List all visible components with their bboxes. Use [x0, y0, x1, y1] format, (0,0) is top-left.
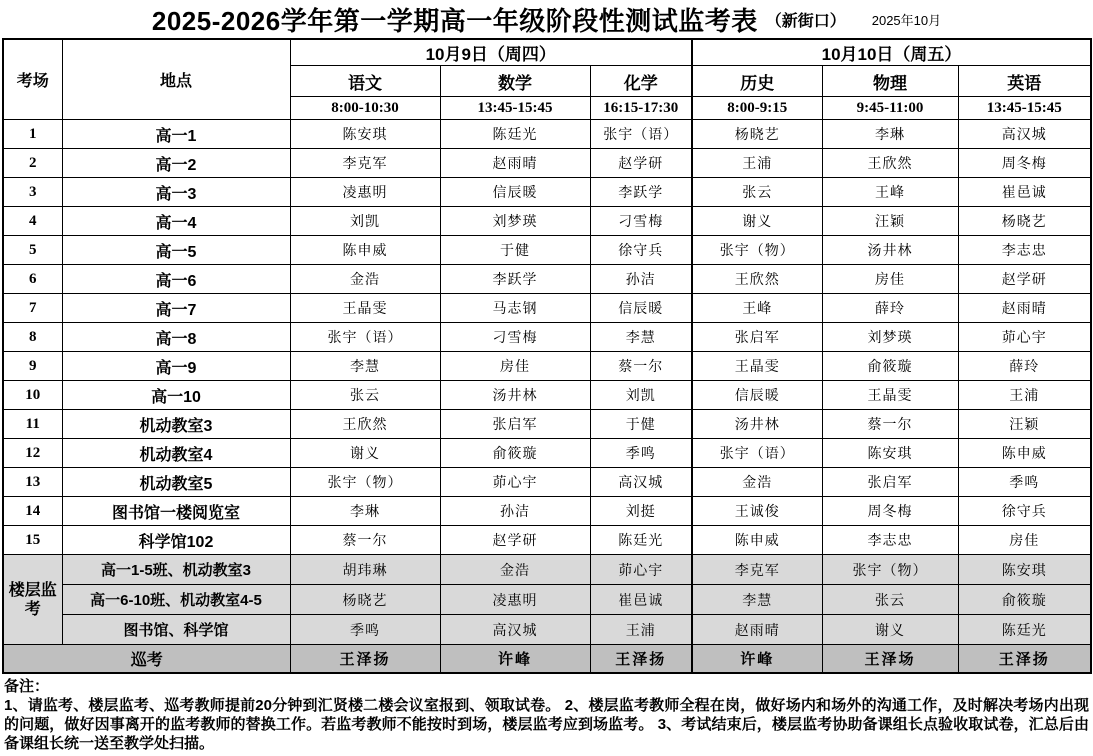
location-cell: 高一1	[62, 120, 290, 149]
teacher-cell: 谢义	[692, 207, 822, 236]
exam-row	[3, 526, 1091, 555]
exam-row	[3, 352, 1091, 381]
subject-header: 数学	[440, 66, 590, 97]
room-column-header: 考场	[3, 39, 62, 120]
teacher-cell: 王诚俊	[692, 497, 822, 526]
room-number-cell: 7	[3, 294, 62, 323]
subject-time: 16:15-17:30	[590, 97, 692, 120]
teacher-cell: 信辰暖	[440, 178, 590, 207]
location-cell: 高一6	[62, 265, 290, 294]
room-number-cell: 5	[3, 236, 62, 265]
subject-time: 8:00-10:30	[290, 97, 440, 120]
location-cell: 高一2	[62, 149, 290, 178]
teacher-cell: 王晶雯	[290, 294, 440, 323]
teacher-cell: 周冬梅	[958, 149, 1091, 178]
room-number-cell: 15	[3, 526, 62, 555]
room-number-cell: 10	[3, 381, 62, 410]
subject-time: 13:45-15:45	[440, 97, 590, 120]
patrol-row	[3, 645, 1091, 673]
teacher-cell: 杨晓艺	[692, 120, 822, 149]
teacher-cell: 孙洁	[590, 265, 692, 294]
exam-rows	[3, 120, 1091, 555]
subject-header: 英语	[958, 66, 1091, 97]
patrol-teacher-cell: 王泽扬	[290, 645, 440, 673]
teacher-cell: 李克军	[290, 149, 440, 178]
floor-row	[3, 555, 1091, 585]
teacher-cell: 马志钢	[440, 294, 590, 323]
teacher-cell: 杨晓艺	[958, 207, 1091, 236]
location-cell: 高一7	[62, 294, 290, 323]
teacher-cell: 张宇（语）	[590, 120, 692, 149]
teacher-cell: 李跃学	[590, 178, 692, 207]
day2-header: 10月10日（周五）	[692, 39, 1091, 66]
teacher-cell: 汤井林	[440, 381, 590, 410]
room-number-cell: 13	[3, 468, 62, 497]
teacher-cell: 于健	[590, 410, 692, 439]
teacher-cell: 李慧	[590, 323, 692, 352]
teacher-cell: 金浩	[692, 468, 822, 497]
teacher-cell: 赵雨晴	[440, 149, 590, 178]
location-cell: 机动教室5	[62, 468, 290, 497]
subject-header: 物理	[822, 66, 958, 97]
page-title	[0, 0, 1093, 38]
exam-row	[3, 497, 1091, 526]
teacher-cell: 季鸣	[958, 468, 1091, 497]
floor-teacher-cell: 高汉城	[440, 615, 590, 645]
room-number-cell: 2	[3, 149, 62, 178]
teacher-cell: 王晶雯	[692, 352, 822, 381]
teacher-cell: 俞筱璇	[822, 352, 958, 381]
teacher-cell: 张云	[290, 381, 440, 410]
patrol-teacher-cell: 许峰	[692, 645, 822, 673]
teacher-cell: 陈安琪	[290, 120, 440, 149]
teacher-cell: 张启军	[440, 410, 590, 439]
floor-teacher-cell: 金浩	[440, 555, 590, 585]
floor-teacher-cell: 王浦	[590, 615, 692, 645]
floor-teacher-cell: 俞筱璇	[958, 585, 1091, 615]
subject-time: 13:45-15:45	[958, 97, 1091, 120]
subject-time: 8:00-9:15	[692, 97, 822, 120]
teacher-cell: 俞筱璇	[440, 439, 590, 468]
teacher-cell: 王晶雯	[822, 381, 958, 410]
teacher-cell: 茆心宇	[440, 468, 590, 497]
subject-time: 9:45-11:00	[822, 97, 958, 120]
location-cell: 高一10	[62, 381, 290, 410]
teacher-cell: 陈申威	[958, 439, 1091, 468]
floor-teacher-cell: 李克军	[692, 555, 822, 585]
teacher-cell: 徐守兵	[958, 497, 1091, 526]
teacher-cell: 李跃学	[440, 265, 590, 294]
teacher-cell: 谢义	[290, 439, 440, 468]
teacher-cell: 汪颖	[958, 410, 1091, 439]
exam-row	[3, 178, 1091, 207]
exam-row	[3, 439, 1091, 468]
teacher-cell: 王浦	[958, 381, 1091, 410]
floor-location-cell: 图书馆、科学馆	[62, 615, 290, 645]
teacher-cell: 薛玲	[958, 352, 1091, 381]
teacher-cell: 王欣然	[822, 149, 958, 178]
teacher-cell: 赵学研	[958, 265, 1091, 294]
patrol-teacher-cell: 王泽扬	[958, 645, 1091, 673]
teacher-cell: 陈廷光	[440, 120, 590, 149]
location-cell: 机动教室3	[62, 410, 290, 439]
location-cell: 高一4	[62, 207, 290, 236]
teacher-cell: 刁雪梅	[440, 323, 590, 352]
title-main: 2025-2026学年第一学期高一年级阶段性测试监考表	[151, 5, 758, 36]
location-cell: 高一3	[62, 178, 290, 207]
teacher-cell: 陈廷光	[590, 526, 692, 555]
location-cell: 高一8	[62, 323, 290, 352]
teacher-cell: 汤井林	[692, 410, 822, 439]
floor-teacher-cell: 张云	[822, 585, 958, 615]
patrol-teacher-cell: 王泽场	[822, 645, 958, 673]
teacher-cell: 张宇（语）	[290, 323, 440, 352]
notes-section	[0, 674, 1093, 753]
teacher-cell: 汪颖	[822, 207, 958, 236]
teacher-cell: 高汉城	[958, 120, 1091, 149]
title-date: 2025年10月	[871, 12, 942, 28]
floor-location-cell: 高一1-5班、机动教室3	[62, 555, 290, 585]
floor-teacher-cell: 张宇（物）	[822, 555, 958, 585]
teacher-cell: 信辰暖	[692, 381, 822, 410]
teacher-cell: 赵学研	[590, 149, 692, 178]
room-number-cell: 11	[3, 410, 62, 439]
invigilation-table	[2, 38, 1092, 674]
floor-teacher-cell: 茆心宇	[590, 555, 692, 585]
teacher-cell: 茆心宇	[958, 323, 1091, 352]
teacher-cell: 陈申威	[692, 526, 822, 555]
teacher-cell: 王峰	[822, 178, 958, 207]
patrol-label: 巡考	[3, 645, 290, 673]
notes-label: 备注：	[4, 677, 50, 695]
floor-teacher-cell: 胡玮琳	[290, 555, 440, 585]
floor-invigilation-rows	[3, 555, 1091, 645]
exam-row	[3, 468, 1091, 497]
teacher-cell: 高汉城	[590, 468, 692, 497]
floor-row	[3, 585, 1091, 615]
teacher-cell: 薛玲	[822, 294, 958, 323]
floor-invigilation-label: 楼层监考	[3, 555, 62, 645]
teacher-cell: 陈申威	[290, 236, 440, 265]
location-cell: 图书馆一楼阅览室	[62, 497, 290, 526]
exam-row	[3, 381, 1091, 410]
exam-row	[3, 149, 1091, 178]
teacher-cell: 王峰	[692, 294, 822, 323]
room-number-cell: 14	[3, 497, 62, 526]
teacher-cell: 张宇（语）	[692, 439, 822, 468]
teacher-cell: 房佳	[822, 265, 958, 294]
teacher-cell: 蔡一尔	[290, 526, 440, 555]
title-campus: （新街口）	[765, 12, 846, 30]
teacher-cell: 王浦	[692, 149, 822, 178]
subject-header: 语文	[290, 66, 440, 97]
teacher-cell: 季鸣	[590, 439, 692, 468]
teacher-cell: 蔡一尔	[822, 410, 958, 439]
patrol-row-section	[3, 645, 1091, 673]
day1-header: 10月9日（周四）	[290, 39, 692, 66]
floor-teacher-cell: 赵雨晴	[692, 615, 822, 645]
teacher-cell: 蔡一尔	[590, 352, 692, 381]
room-number-cell: 4	[3, 207, 62, 236]
teacher-cell: 李志忠	[958, 236, 1091, 265]
teacher-cell: 王欣然	[290, 410, 440, 439]
date-header-row	[3, 39, 1091, 66]
floor-teacher-cell: 李慧	[692, 585, 822, 615]
teacher-cell: 李志忠	[822, 526, 958, 555]
room-number-cell: 6	[3, 265, 62, 294]
notes-body: 1、请监考、楼层监考、巡考教师提前20分钟到汇贤楼二楼会议室报到、领取试卷。 2、楼层监考教师全程在岗，做好场内和场外的沟通工作，及时解决考场内出现的问题，做好因事离开的监考教师的替换工作。若监考教师不能按时到场，楼层监考应到场监考。 3、考试结束后，楼层监考协助备课组长点验收取试卷，汇总后由备课组长统一送至教学处扫描。	[4, 696, 1089, 752]
teacher-cell: 刘凯	[290, 207, 440, 236]
teacher-cell: 凌惠明	[290, 178, 440, 207]
floor-teacher-cell: 陈安琪	[958, 555, 1091, 585]
teacher-cell: 张启军	[822, 468, 958, 497]
teacher-cell: 刘梦瑛	[440, 207, 590, 236]
exam-row	[3, 323, 1091, 352]
room-number-cell: 8	[3, 323, 62, 352]
teacher-cell: 李琳	[290, 497, 440, 526]
subject-header: 化学	[590, 66, 692, 97]
location-cell: 高一5	[62, 236, 290, 265]
floor-row	[3, 615, 1091, 645]
teacher-cell: 张宇（物）	[290, 468, 440, 497]
floor-teacher-cell: 季鸣	[290, 615, 440, 645]
room-number-cell: 1	[3, 120, 62, 149]
room-number-cell: 3	[3, 178, 62, 207]
patrol-teacher-cell: 许峰	[440, 645, 590, 673]
teacher-cell: 金浩	[290, 265, 440, 294]
teacher-cell: 房佳	[958, 526, 1091, 555]
teacher-cell: 王欣然	[692, 265, 822, 294]
exam-row	[3, 236, 1091, 265]
teacher-cell: 周冬梅	[822, 497, 958, 526]
teacher-cell: 陈安琪	[822, 439, 958, 468]
teacher-cell: 于健	[440, 236, 590, 265]
location-cell: 机动教室4	[62, 439, 290, 468]
room-number-cell: 12	[3, 439, 62, 468]
teacher-cell: 刘挺	[590, 497, 692, 526]
teacher-cell: 张宇（物）	[692, 236, 822, 265]
teacher-cell: 刘梦瑛	[822, 323, 958, 352]
room-number-cell: 9	[3, 352, 62, 381]
teacher-cell: 汤井林	[822, 236, 958, 265]
teacher-cell: 赵学研	[440, 526, 590, 555]
floor-location-cell: 高一6-10班、机动教室4-5	[62, 585, 290, 615]
teacher-cell: 张启军	[692, 323, 822, 352]
exam-row	[3, 265, 1091, 294]
teacher-cell: 信辰暖	[590, 294, 692, 323]
teacher-cell: 李慧	[290, 352, 440, 381]
floor-teacher-cell: 陈廷光	[958, 615, 1091, 645]
location-cell: 高一9	[62, 352, 290, 381]
patrol-teacher-cell: 王泽扬	[590, 645, 692, 673]
exam-row	[3, 207, 1091, 236]
teacher-cell: 孙洁	[440, 497, 590, 526]
teacher-cell: 刁雪梅	[590, 207, 692, 236]
teacher-cell: 徐守兵	[590, 236, 692, 265]
subject-header: 历史	[692, 66, 822, 97]
floor-teacher-cell: 杨晓艺	[290, 585, 440, 615]
floor-teacher-cell: 凌惠明	[440, 585, 590, 615]
floor-teacher-cell: 谢义	[822, 615, 958, 645]
location-cell: 科学馆102	[62, 526, 290, 555]
exam-row	[3, 410, 1091, 439]
teacher-cell: 刘凯	[590, 381, 692, 410]
exam-row	[3, 120, 1091, 149]
floor-teacher-cell: 崔邑诚	[590, 585, 692, 615]
teacher-cell: 房佳	[440, 352, 590, 381]
exam-row	[3, 294, 1091, 323]
teacher-cell: 赵雨晴	[958, 294, 1091, 323]
teacher-cell: 崔邑诚	[958, 178, 1091, 207]
location-column-header: 地点	[62, 39, 290, 120]
teacher-cell: 李琳	[822, 120, 958, 149]
teacher-cell: 张云	[692, 178, 822, 207]
